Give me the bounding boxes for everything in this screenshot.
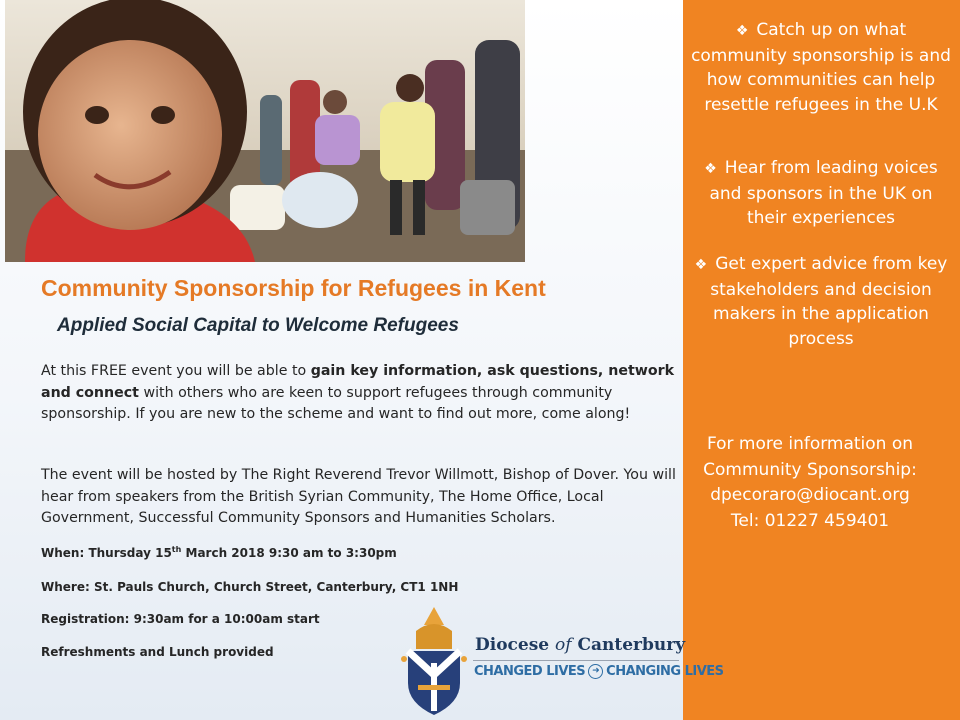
tagline-left: CHANGED LIVES xyxy=(474,664,586,679)
contact-email[interactable]: dpecoraro@diocant.org xyxy=(710,485,910,505)
contact-phone: Tel: 01227 459401 xyxy=(730,510,890,531)
contact-info xyxy=(690,432,930,534)
host-paragraph: The event will be hosted by The Right Reverend Trevor Willmott, Bishop of Dover. You will hear from speakers from the British Syrian Community, The Home Office, Local Government, Successful Community Sponsors and Humanities Scholars. xyxy=(41,467,676,526)
intro-paragraph xyxy=(41,361,681,426)
arrow-right-icon: ➜ xyxy=(588,664,603,679)
intro-text-bold: gain key information, ask questions, network and connect xyxy=(41,363,675,401)
sidebar-bullet xyxy=(690,18,952,117)
refugee-children-photo xyxy=(5,0,525,262)
diocese-name-pre: Diocese xyxy=(475,635,556,655)
event-refreshments: Refreshments and Lunch provided xyxy=(41,645,274,659)
event-when xyxy=(41,545,397,560)
event-where: Where: St. Pauls Church, Church Street, Canterbury, CT1 1NH xyxy=(41,580,459,594)
sidebar-bullet xyxy=(690,252,952,351)
sidebar-bullet-text: Get expert advice from key stakeholders and decision makers in the application process xyxy=(710,254,948,349)
when-prefix: When: Thursday 15 xyxy=(41,546,172,560)
sidebar-bullet xyxy=(690,156,952,231)
when-ordinal: th xyxy=(171,545,182,554)
diamond-bullet-icon: ❖ xyxy=(704,161,717,177)
diocese-name xyxy=(475,635,685,655)
sidebar-bullet-text: Catch up on what community sponsorship is and how communities can help resettle refugees in the U.K xyxy=(691,20,951,115)
contact-line-1: For more information on xyxy=(706,434,914,454)
logo-divider xyxy=(473,660,679,661)
diocese-name-post: Canterbury xyxy=(571,635,686,655)
tagline-right: CHANGING LIVES xyxy=(606,664,724,679)
diamond-bullet-icon: ❖ xyxy=(735,23,749,39)
contact-line-2: Community Sponsorship: xyxy=(703,459,917,480)
event-registration: Registration: 9:30am for a 10:00am start xyxy=(41,612,320,626)
intro-text-end: with others who are keen to support refugees through community sponsorship. If you are new to the scheme and want to find out more, come along! xyxy=(41,384,631,422)
page-subtitle: Applied Social Capital to Welcome Refugees xyxy=(57,315,459,336)
diocese-crest-icon xyxy=(398,603,470,718)
page-title: Community Sponsorship for Refugees in Kent xyxy=(41,275,546,301)
when-suffix: March 2018 9:30 am to 3:30pm xyxy=(181,546,397,560)
sidebar-bullet-text: Hear from leading voices and sponsors in the UK on their experiences xyxy=(709,158,938,228)
hero-photo xyxy=(5,0,525,262)
diamond-bullet-icon: ❖ xyxy=(694,257,708,273)
diocese-tagline xyxy=(474,664,724,679)
intro-text-start: At this FREE event you will be able to xyxy=(41,363,311,379)
diocese-name-of: of xyxy=(555,635,572,655)
